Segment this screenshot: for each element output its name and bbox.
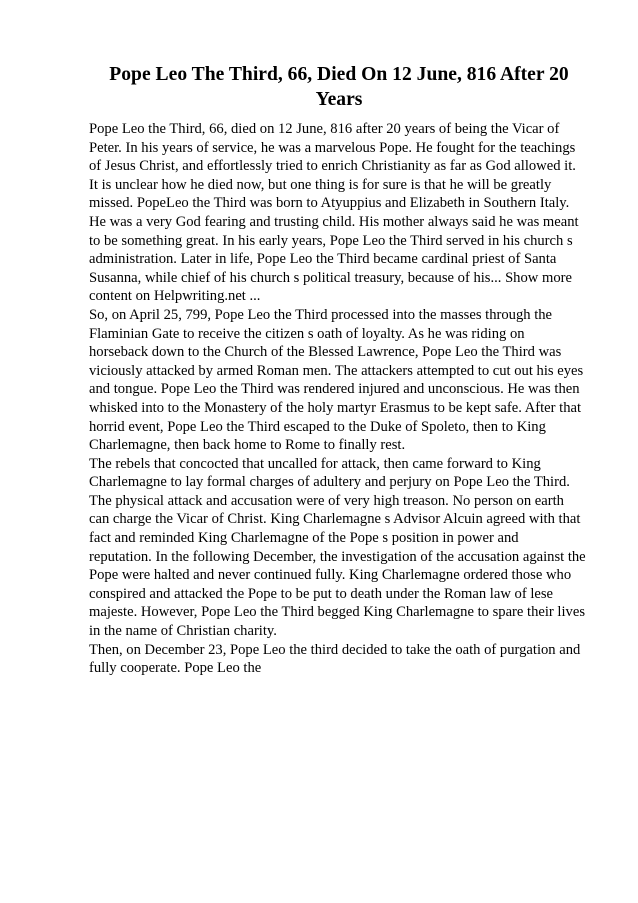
paragraph-4 (89, 641, 599, 678)
text-line: majeste. However, Pope Leo the Third begged King Charlemagne to spare their lives (89, 604, 585, 621)
text-line: to be something great. In his early years, Pope Leo the Third served in his church s (89, 232, 573, 249)
text-line: Pope were halted and never continued fully. King Charlemagne ordered those who (89, 567, 572, 584)
paragraph-2 (89, 306, 599, 455)
text-line: in the name of Christian charity. (89, 623, 277, 640)
text-line: It is unclear how he died now, but one thing is for sure is that he will be greatly (89, 176, 552, 193)
text-line: Charlemagne to lay formal charges of adultery and perjury on Pope Leo the Third. (89, 474, 570, 491)
text-line: horseback down to the Church of the Blessed Lawrence, Pope Leo the Third was (89, 344, 562, 361)
text-line: horrid event, Pope Leo the Third escaped to the Duke of Spoleto, then to King (89, 418, 546, 435)
text-line: conspired and attacked the Pope to be put to death under the Roman law of lese (89, 585, 554, 602)
text-line: Susanna, while chief of his church s political treasury, because of his... Show more (89, 269, 572, 286)
document-body (89, 120, 599, 678)
paragraph-1 (89, 120, 599, 306)
text-line: content on Helpwriting.net ... (89, 288, 261, 305)
text-line: missed. PopeLeo the Third was born to Atyuppius and Elizabeth in Southern Italy. (89, 195, 570, 212)
text-line: Charlemagne, then back home to Rome to finally rest. (89, 437, 406, 454)
text-line: fact and reminded King Charlemagne of the Pope s position in power and (89, 530, 519, 547)
text-line: whisked into to the Monastery of the holy martyr Erasmus to be kept safe. After that (89, 399, 582, 416)
text-line: The physical attack and accusation were of very high treason. No person on earth (89, 492, 564, 509)
text-line: Then, on December 23, Pope Leo the third decided to take the oath of purgation and (89, 641, 581, 658)
text-line: reputation. In the following December, the investigation of the accusation against the (89, 548, 586, 565)
text-line: viciously attacked by armed Roman men. The attackers attempted to cut out his eyes (89, 362, 584, 379)
text-line: administration. Later in life, Pope Leo the Third became cardinal priest of Santa (89, 251, 557, 268)
text-line: So, on April 25, 799, Pope Leo the Third processed into the masses through the (89, 306, 553, 323)
text-line: Peter. In his years of service, he was a marvelous Pope. He fought for the teachings (89, 139, 576, 156)
text-line: fully cooperate. Pope Leo the (89, 660, 262, 677)
text-line: and tongue. Pope Leo the Third was rendered injured and unconscious. He was then (89, 381, 580, 398)
text-line: Flaminian Gate to receive the citizen s oath of loyalty. As he was riding on (89, 325, 525, 342)
title-line: Years (315, 89, 363, 110)
paragraph-3 (89, 455, 599, 641)
text-line: Pope Leo the Third, 66, died on 12 June, 816 after 20 years of being the Vicar of (89, 121, 560, 137)
text-line: can charge the Vicar of Christ. King Charlemagne s Advisor Alcuin agreed with that (89, 511, 581, 528)
document-title (60, 62, 618, 112)
text-line: The rebels that concocted that uncalled for attack, then came forward to King (89, 455, 541, 472)
title-line: Pope Leo The Third, 66, Died On 12 June, 816 After 20 (109, 64, 569, 85)
text-line: He was a very God fearing and trusting child. His mother always said he was meant (89, 213, 579, 230)
text-line: of Jesus Christ, and effortlessly tried to enrich Christianity as far as God allowed it. (89, 158, 576, 175)
